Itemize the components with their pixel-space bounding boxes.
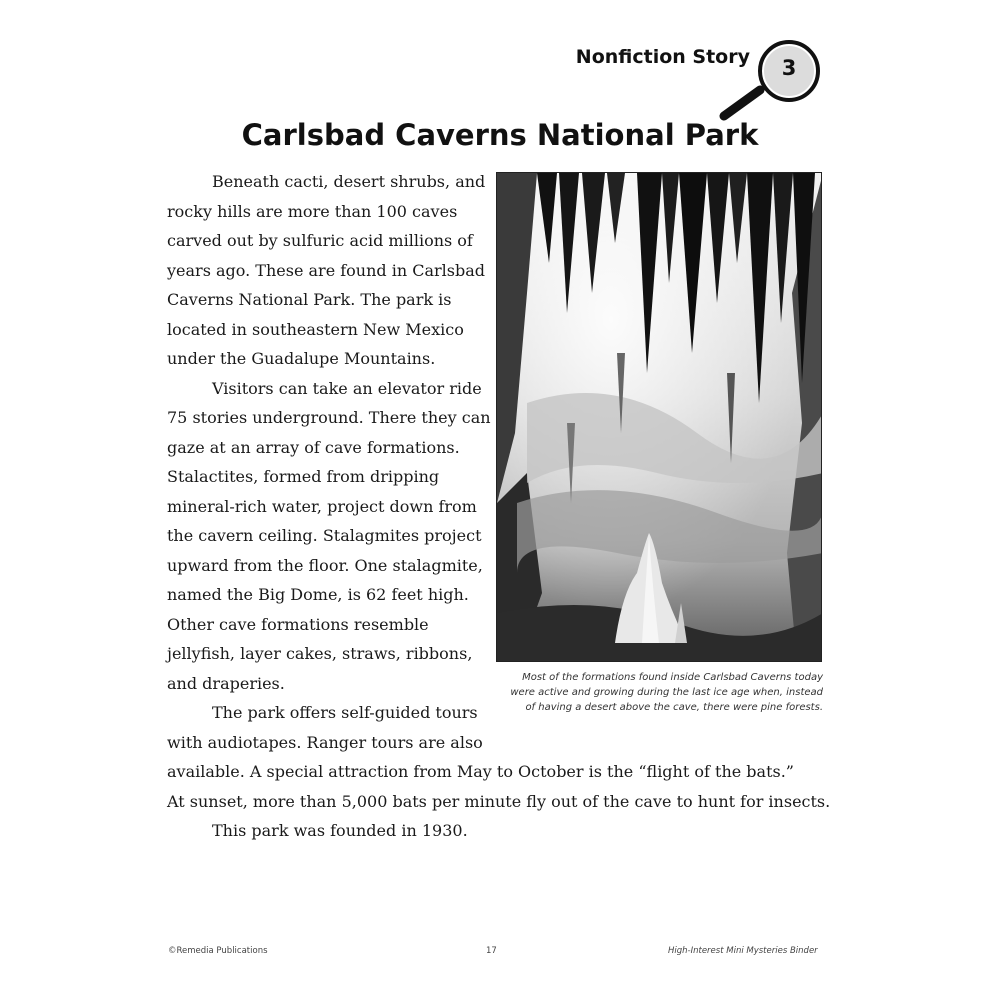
body-line: Stalactites, formed from dripping [167,467,440,486]
body-line: Other cave formations resemble [167,615,429,634]
footer-page-number: 17 [486,946,497,956]
photo-caption-line: Most of the formations found inside Carlsbad Caverns today [522,672,823,683]
body-line: carved out by sulfuric acid millions of [167,231,473,250]
footer-publisher: ©Remedia Publications [168,946,268,956]
page-title: Carlsbad Caverns National Park [241,118,759,152]
story-number: 3 [781,56,797,80]
cave-photo [496,172,822,662]
body-line: years ago. These are found in Carlsbad [167,261,486,280]
footer-book-title: High-Interest Mini Mysteries Binder [668,946,818,956]
magnifying-glass-icon [710,30,830,130]
body-line: This park was founded in 1930. [212,821,468,840]
body-line: located in southeastern New Mexico [167,320,464,339]
photo-caption-line: of having a desert above the cave, there were pine forests. [525,702,823,713]
body-line: 75 stories underground. There they can [167,408,491,427]
body-line: mineral-rich water, project down from [167,497,477,516]
body-line: the cavern ceiling. Stalagmites project [167,526,482,545]
body-line: and draperies. [167,674,285,693]
body-line: named the Big Dome, is 62 feet high. [167,585,469,604]
body-line: under the Guadalupe Mountains. [167,349,436,368]
body-line: Beneath cacti, desert shrubs, and [212,172,486,191]
body-line: Visitors can take an elevator ride [212,379,482,398]
body-line: available. A special attraction from May to October is the “flight of the bats.” [167,762,794,781]
body-line: The park offers self-guided tours [212,703,478,722]
body-line: jellyfish, layer cakes, straws, ribbons, [167,644,473,663]
body-line: At sunset, more than 5,000 bats per minute fly out of the cave to hunt for insects. [167,792,831,811]
header-label: Nonfiction Story [575,46,750,68]
body-line: upward from the floor. One stalagmite, [167,556,483,575]
cave-photo-illustration [497,173,822,662]
photo-caption-line: were active and growing during the last ice age when, instead [510,687,823,698]
body-line: rocky hills are more than 100 caves [167,202,458,221]
body-line: Caverns National Park. The park is [167,290,452,309]
body-line: with audiotapes. Ranger tours are also [167,733,483,752]
body-line: gaze at an array of cave formations. [167,438,460,457]
